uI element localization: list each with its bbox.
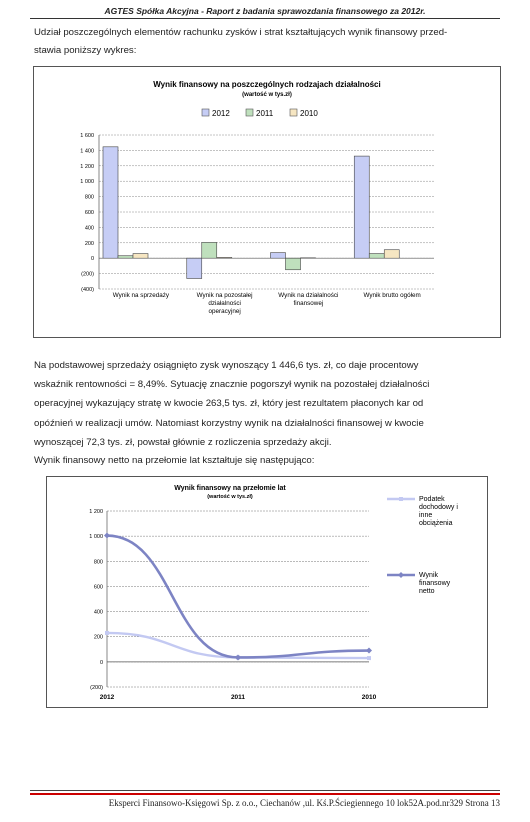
line-chart-frame (46, 476, 488, 708)
y-tick-label: 400 (84, 225, 94, 232)
chart-title: Wynik finansowy na poszczególnych rodzajach działalności (153, 80, 381, 89)
legend-label: netto (419, 588, 435, 595)
body-line: operacyjnej wykazujący stratę w kwocie 263,5 tys. zł, który jest rezultatem płaconych kar od (34, 398, 424, 410)
legend-swatch (290, 109, 297, 116)
bar-2011 (369, 254, 384, 259)
body-line: wskaźnik rentowności = 8,49%. Sytuację znacznie pogorszył wynik na pozostałej działalności (34, 379, 430, 391)
legend-label: dochodowy i (419, 504, 458, 511)
bar-2010 (133, 254, 148, 259)
y-tick-label: (400) (81, 287, 94, 293)
legend-swatch (246, 109, 253, 116)
y-tick-label: 800 (84, 194, 94, 201)
y-tick-label: 800 (93, 559, 103, 566)
x-category-label: Wynik brutto ogółem (363, 292, 421, 299)
bar-2012 (187, 258, 202, 278)
intro-line: Udział poszczególnych elementów rachunku zysków i strat kształtujących wynik finansowy przed- (34, 27, 448, 38)
y-tick-label: 200 (84, 240, 94, 247)
y-tick-label: 1 200 (89, 509, 103, 515)
legend-label: 2012 (212, 109, 230, 118)
x-category-label: operacyjnej (208, 308, 241, 315)
x-tick-label: 2010 (361, 694, 377, 701)
body-paragraph (34, 356, 494, 452)
legend-label: inne (419, 512, 433, 519)
footer-rule (30, 790, 500, 791)
bar-2010 (384, 250, 399, 258)
body-line: wynoszącej 72,3 tys. zł, powstał głównie z rozliczenia sprzedaży akcji. (34, 436, 332, 448)
y-tick-label: 0 (99, 659, 103, 666)
legend-marker (398, 572, 404, 578)
y-tick-label: 400 (93, 609, 103, 616)
bar-2011 (202, 242, 217, 258)
y-tick-label: 600 (93, 584, 103, 591)
header-rule (30, 18, 500, 19)
legend-label: 2010 (300, 109, 318, 118)
body-line: opóźnień w realizacji umów. Natomiast korzystny wynik na działalności finansowej w kwocie (34, 417, 424, 429)
y-tick-label: 1 000 (80, 179, 94, 186)
intro-paragraph (34, 24, 494, 60)
chart-title: Wynik finansowy na przełomie lat (174, 485, 286, 492)
line-chart (47, 477, 487, 707)
page-footer: Eksperci Finansowo-Księgowi Sp. z o.o., Ciechanów ,ul. Kś.P.Ściegiennego 10 lok52A.pod.nr329 Strona 13 (108, 798, 500, 808)
legend-label: Wynik (419, 572, 438, 579)
legend-marker (399, 497, 403, 501)
series-marker (105, 631, 109, 635)
series-marker (235, 654, 241, 660)
footer-rule-accent (30, 793, 500, 795)
y-tick-label: 600 (84, 210, 94, 216)
legend-label: 2011 (256, 109, 274, 118)
legend-label: finansowy (419, 580, 451, 587)
series-marker (367, 656, 371, 660)
y-tick-label: 1 400 (80, 148, 94, 155)
bar-2011 (118, 256, 133, 258)
x-category-label: finansowej (293, 300, 324, 307)
bar-2012 (354, 156, 369, 258)
bar-2010 (217, 257, 232, 258)
y-tick-label: (200) (90, 685, 103, 691)
page-header: AGTES Spółka Akcyjna - Raport z badania sprawozdania finansowego za 2012r. (104, 6, 426, 16)
x-category-label: Wynik na pozostałej (196, 292, 253, 299)
y-tick-label: 1 200 (80, 163, 94, 170)
x-tick-label: 2012 (99, 694, 115, 701)
y-tick-label: 0 (90, 256, 94, 263)
y-tick-label: 1 000 (89, 534, 103, 541)
bar-chart-frame (33, 66, 501, 338)
bar-2012 (271, 253, 286, 259)
series-marker (104, 533, 110, 539)
series-marker (366, 648, 372, 654)
chart-subtitle: (wartość w tys.zł) (207, 494, 253, 500)
bar-2012 (103, 147, 118, 258)
intro-line: stawia poniższy wykres: (34, 45, 137, 56)
series-line (107, 536, 369, 658)
legend-swatch (202, 109, 209, 116)
y-tick-label: (200) (81, 271, 94, 278)
lead-line: Wynik finansowy netto na przełomie lat kształtuje się następująco: (34, 455, 315, 466)
bar-2011 (286, 258, 301, 270)
bar-chart (34, 67, 500, 337)
y-tick-label: 200 (93, 634, 103, 641)
x-category-label: Wynik na sprzedaży (112, 292, 170, 299)
x-category-label: działalności (208, 300, 241, 307)
legend-label: obciążenia (419, 520, 453, 527)
body-line: Na podstawowej sprzedaży osiągnięto zysk wynoszący 1 446,6 tys. zł, co daje procentowy (34, 360, 419, 371)
chart-subtitle: (wartość w tys.zł) (242, 92, 292, 98)
y-tick-label: 1 600 (80, 133, 94, 139)
legend-label: Podatek (419, 496, 445, 503)
x-tick-label: 2011 (230, 694, 246, 701)
x-category-label: Wynik na działalności (278, 292, 339, 299)
